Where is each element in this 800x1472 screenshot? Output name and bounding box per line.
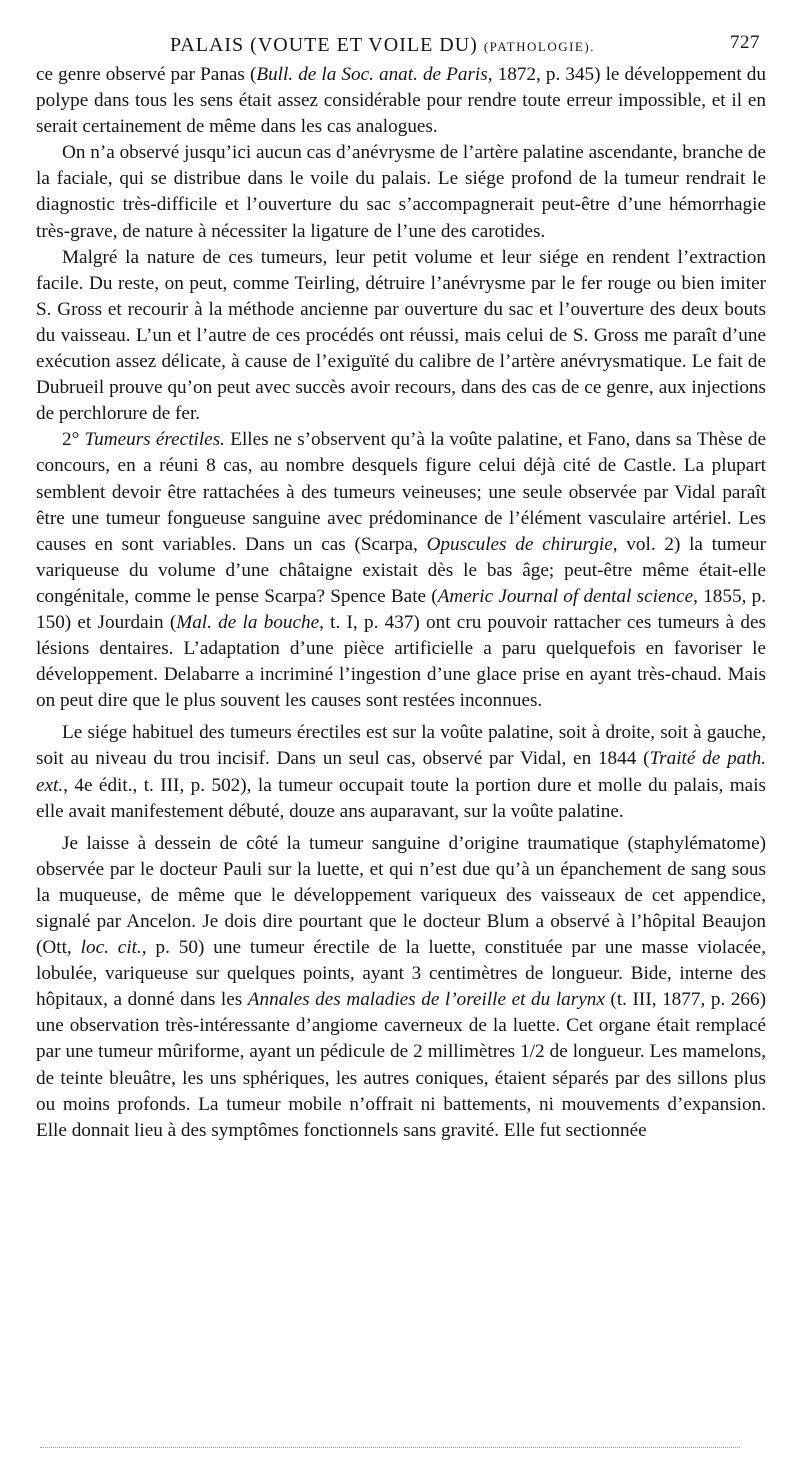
paragraph-4-text-2: Elles ne s’observent qu’à la voûte palatine, et Fano, dans sa Thèse de concours, en a réuni 8 cas, au nombre desquels figure celui déjà cité de Castle. La plupart semblent devoir être rattachées à des tumeurs veineuses; une seule observée par Vidal paraît être une tumeur fongueuse sanguine avec prédominance de l’élément vasculaire artériel. Les causes en sont variables. Dans un cas (Scarpa, (36, 429, 766, 555)
paragraph-6-text-1: Je laisse à dessein de côté la tumeur sanguine d’origine traumatique (staphylématome) observée par le docteur Pauli sur la luette, et qui n’est due qu’à un épanchement de sang sous la muqueuse, de même que le développement variqueux des vaisseaux de cet appendice, signalé par Ancelon. Je dois dire pourtant que le docteur Blum a observé à l’hôpital Beaujon (Ott, (36, 832, 766, 959)
running-title-main: PALAIS (VOUTE ET VOILE DU) (170, 34, 478, 56)
paragraph-3 (36, 245, 766, 428)
paragraph-5-text-2: , 4e édit., t. III, p. 502), la tumeur occupait toute la portion dure et molle du palais, mais elle avait manifestement débuté, douze ans auparavant, sur la voûte palatine. (36, 774, 766, 822)
paragraph-6-text-2: , p. 50) une tumeur érectile de la luette, constituée par une masse violacée, lobulée, variqueuse sur quelques points, ayant 3 centimètres de longueur. Bide, interne des hôpitaux, a donné dans les (36, 937, 766, 1011)
paragraph-5 (36, 720, 766, 824)
page-header (36, 30, 760, 64)
paragraph-4-text-4: , 1855, p. 150) et Jourdain ( (36, 585, 767, 633)
paragraph-4-text-1: 2° (62, 429, 85, 451)
citation-traite-path: Traité de path. ext. (36, 748, 766, 796)
paragraph-6-text-3: (t. III, 1877, p. 266) une observation très-intéressante d’angiome caverneux de la luette. Cet organe était remplacé par une tumeur mûriforme, ayant un pédicule de 2 millimètres 1/2 de longueur. Les mamelons, de teinte bleuâtre, les uns sphériques, les autres coniques, étaient séparés par des sillons plus ou moins profonds. La tumeur mobile n’offrait ni battements, ni mouvements d’expansion. Elle donnait lieu à des symptômes fonctionnels sans gravité. Elle fut sectionnée (36, 989, 767, 1141)
paragraph-2-text: On n’a observé jusqu’ici aucun cas d’anévrysme de l’artère palatine ascendante, branche de la faciale, qui se distribue dans le voile du palais. Le siége profond de la tumeur rendrait le diagnostic très-difficile et l’ouverture du sac s’accompagnerait peut-être d’une hémorrhagie très-grave, de nature à nécessiter la ligature de l’une des carotides. (36, 142, 766, 242)
paragraph-3-text: Malgré la nature de ces tumeurs, leur petit volume et leur siége en rendent l’extraction facile. Du reste, on peut, comme Teirling, détruire l’anévrysme par le fer rouge ou bien imiter S. Gross et recourir à la méthode ancienne par ouverture du sac et l’ouverture des deux bouts du vaisseau. L’un et l’autre de ces procédés ont réussi, mais celui de S. Gross me paraît d’une exécution assez délicate, à cause de l’exiguïté du calibre de l’artère anévrysmatique. Le fait de Dubrueil prouve qu’on peut avec succès avoir recours, dans des cas de ce genre, aux injections de perchlorure de fer. (36, 246, 766, 425)
body-text (36, 62, 766, 1144)
citation-mal-bouche: Mal. de la bouche (176, 611, 320, 633)
paragraph-4-text-5: , t. I, p. 437) ont cru pouvoir rattacher ces tumeurs à des lésions dentaires. L’adaptation d’une pièce artificielle a paru quelquefois en favoriser le développement. Delabarre a incriminé l’ingestion d’une glace prise en ayant très-chaud. Mais on peut dire que le plus souvent les causes sont restées inconnues. (36, 611, 766, 712)
paragraph-1-text-1: ce genre observé par Panas ( (36, 64, 257, 85)
page-number: 727 (730, 32, 760, 53)
citation-bull-soc-anat: Bull. de la Soc. anat. de Paris (256, 64, 488, 85)
citation-americ-journal: Americ Journal of dental science (437, 585, 694, 607)
paragraph-6 (36, 831, 766, 1144)
citation-opuscules: Opuscules de chirurgie (426, 533, 613, 555)
running-title-section: (PATHOLOGIE). (483, 39, 595, 54)
paragraph-2 (36, 140, 766, 244)
paragraph-1-text-2: , 1872, p. 345) le développement du polype dans tous les sens était assez considérable pour rendre toute erreur impossible, et il en serait certainement de même dans les cas analogues. (36, 64, 766, 138)
paragraph-4 (36, 427, 766, 714)
paragraph-4-text-3: , vol. 2) la tumeur variqueuse du volume d’une châtaigne existait dès le bas âge; peut-être même était-elle congénitale, comme le pense Scarpa? Spence Bate ( (36, 533, 766, 607)
citation-annales: Annales des maladies de l’oreille et du larynx (247, 989, 605, 1011)
paragraph-1 (36, 62, 766, 140)
footer-rule (40, 1447, 740, 1448)
section-heading-tumeurs-erectiles: Tumeurs érectiles. (84, 429, 225, 451)
citation-loc-cit: loc. cit. (80, 937, 142, 959)
paragraph-5-text-1: Le siége habituel des tumeurs érectiles est sur la voûte palatine, soit à droite, soit à gauche, soit au niveau du trou incisif. Dans un seul cas, observé par Vidal, en 1844 ( (36, 722, 766, 770)
running-title (170, 34, 595, 57)
